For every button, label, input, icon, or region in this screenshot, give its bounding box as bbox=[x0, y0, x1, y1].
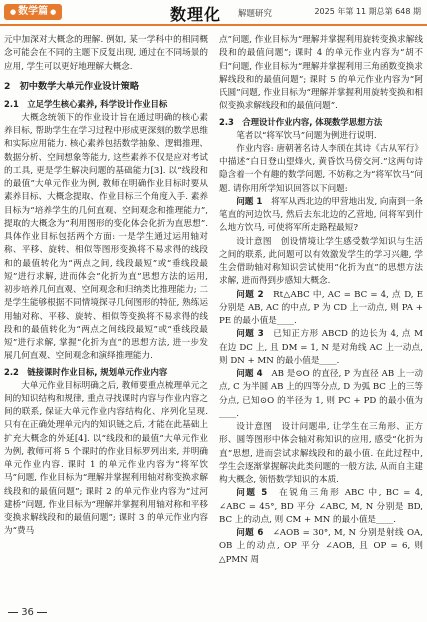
problem-text: Rt△ABC 中, AC = BC = 4, 点 D, E 分别是 AB, AC 的中点, P 为 CD 上一动点, 则 PA + PE 的最小值是____. bbox=[219, 289, 423, 326]
paragraph: 点”问题, 作业目标为“理解并掌握利用旋转变换求解线段和的最值问题”; 课时 4 的单元作业内容为“胡不归”问题, 作业目标为“理解并掌握利用三角函数变换求解线段和的最值问题”; 课时 5 的单元作业内容为“阿氏圆”问题, 作业目标为“理解并掌握利用旋转变换和相似变换求解线段和的最值问题”. bbox=[219, 35, 423, 112]
problem-label: 问题 2 bbox=[236, 289, 264, 300]
section-badge bbox=[4, 4, 62, 20]
page-header bbox=[0, 0, 427, 28]
problem-text: AB 是⊙O 的直径, P 为直径 AB 上一动点, C 为半圆 AB 上的四等分点, D 为弧 BC 上的三等分点, 已知⊙O 的半径为 1, 则 PC + PD 的最小值为____. bbox=[219, 369, 423, 419]
page-dash bbox=[8, 612, 18, 613]
section-heading: 2 初中数学大单元作业设计策略 bbox=[4, 80, 140, 92]
subsection-heading: 2.3 合理设计作业内容, 体现数学思想方法 bbox=[219, 116, 383, 127]
paragraph: 元中加深对大概念的理解. 例如, 某一学科中的相同概念可能会在不同的主题下反复出现, 通过在不同场景的应用, 学生可以更好地理解大概念. bbox=[4, 35, 208, 72]
problem-6 bbox=[219, 527, 423, 567]
left-column bbox=[4, 34, 208, 539]
problem-label: 问题 5 bbox=[236, 488, 268, 499]
header-rule bbox=[0, 24, 427, 26]
problem-label: 问题 3 bbox=[236, 329, 264, 340]
problem-3 bbox=[219, 328, 423, 368]
paragraph: 作业内容: 唐朝著名诗人李颀在其诗《古从军行》中描述“白日登山望烽火, 黄昏饮马傍交河.”这两句诗隐含着一个有趣的数学问题, 不妨称之为“将军饮马”问题. 请你用所学知识回答以下问题: bbox=[219, 143, 423, 194]
badge-dot-icon: ● bbox=[10, 8, 17, 16]
page-number bbox=[8, 607, 47, 618]
issue-info: 2025 年第 11 期总第 648 期 bbox=[314, 7, 421, 16]
problem-text: 在锐角三角形 ABC 中, BC = 4, ∠ABC = 45°, BD 平分 ∠ABC, M, N 分别是 BD, BC 上的动点, 则 CM + MN 的最小值是____. bbox=[219, 488, 423, 525]
badge-label: 数学篇 bbox=[18, 6, 49, 17]
problem-text: 将军从西北边的甲营地出发, 向南到一条笔直的河边饮马, 然后去东北边的乙营地, 问将军到什么地方饮马, 可使将军所走路程最短? bbox=[219, 196, 423, 234]
page-dash bbox=[37, 612, 47, 613]
page-number-value: 36 bbox=[21, 607, 34, 618]
right-column bbox=[219, 34, 423, 567]
problem-text: 已知正方形 ABCD 的边长为 4, 点 M 在边 DC 上, 且 DM = 1, N 是对角线 AC 上一动点, 则 DN + MN 的最小值是____. bbox=[219, 329, 423, 366]
paragraph: 大单元作业目标明确之后, 教师要重点梳理单元之间的知识结构和规律, 重点寻找课时内容与作业内容之间的联系, 保证大单元作业内容结构化、序列化呈现. 只有在正确处理单元内的知识链之后, 才能在此基础上扩充大概念的外延[4]. 以“线段和的最值”大单元作业为例, 教师可将 5 个课时的作业目标罗列出来, 并明确单元作业内容. 课时 1 的单元作业内容为“将军饮马”问题, 作业目标为“理解并掌握利用轴对称变换求解线段和的最值问题”; 课时 2 的单元作业内容为“过河建桥”问题, 作业目标为“理解并掌握利用轴对称和平移变换求解线段和的最值问题”; 课时 3 的单元作业内容为“费马 bbox=[4, 380, 208, 537]
problem-text: ∠AOB = 30°, M, N 分别是射线 OA, OB 上的动点, OP 平分 ∠AOB, 且 OP = 6, 则△PMN 周 bbox=[219, 528, 423, 565]
paragraph: 大概念统领下的作业设计旨在通过明确的核心素养目标, 帮助学生在学习过程中形成更深刻的数学思维和实际应用能力. 核心素养包括数学抽象、逻辑推理、数据分析、空间想象等能力, 这些素养不仅是应对考试的工具, 更是学生解决问题的基础能力[3]. 以“线段和的最值”大单元作业为例, 教师在明确作业目标时要从素养目标、大概念提取、作业目标三个角度入手. 素养目标为“培养学生的几何直观、空间观念和推理能力”, 提取的大概念为“利用图形的变化体会化折为直思想”. 具体作业目标包括两个方面: 一是学生通过运用轴对称、平移、旋转、相似等图形变换将不易求得的线段和的最值转化为“两点之间, 线段最短”或“垂线段最短”进行求解, 进而体会“化折为直”思想方法的运用, 初步培养几何直观、空间观念和归纳类比推理能力; 二是学生能够根据不同情境探寻几何图形的特征, 熟练运用轴对称、平移、旋转、相似等变换将不易求得的线段和的最值转化为“两点之间线段最短”或“垂线段最短”进行求解, 掌握“化折为直”的思想方法, 进一步发展几何直观、空间观念和演绎推理能力. bbox=[4, 112, 208, 362]
problem-label: 问题 4 bbox=[236, 369, 263, 379]
paragraph: 设计意图 创设情境让学生感受数学知识与生活之间的联系, 此问题可以有效激发学生的学习兴趣, 学生会借助轴对称知识尝试使用“化折为直”的思想方法求解, 进而得到步感知大概念. bbox=[219, 236, 423, 287]
problem-label: 问题 1 bbox=[236, 196, 263, 207]
journal-title: 数理化 bbox=[170, 5, 222, 24]
paragraph: 笔者以“将军饮马”问题为例进行说明. bbox=[236, 130, 377, 141]
problem-4 bbox=[219, 368, 423, 421]
problem-label: 问题 6 bbox=[236, 528, 264, 538]
problem-1 bbox=[219, 196, 423, 236]
subsection-heading: 2.1 立足学生核心素养, 科学设计作业目标 bbox=[4, 98, 168, 109]
problem-2 bbox=[219, 289, 423, 329]
badge-dot-icon: ● bbox=[50, 8, 57, 16]
paragraph: 设计意图 设计问题串, 让学生在三角形、正方形、圆等图形中体会轴对称知识的应用, 感受“化折为直”思想, 进而尝试求解线段和的最小值. 在此过程中, 学生会逐渐掌握解决此类问题的一般方法, 从而自主建构大概念, 领悟数学知识的本质. bbox=[219, 422, 423, 485]
problem-5 bbox=[219, 487, 423, 527]
subsection-heading: 2.2 链接课时作业目标, 规划单元作业内容 bbox=[4, 366, 168, 377]
column-name: 解题研究 bbox=[238, 9, 273, 19]
